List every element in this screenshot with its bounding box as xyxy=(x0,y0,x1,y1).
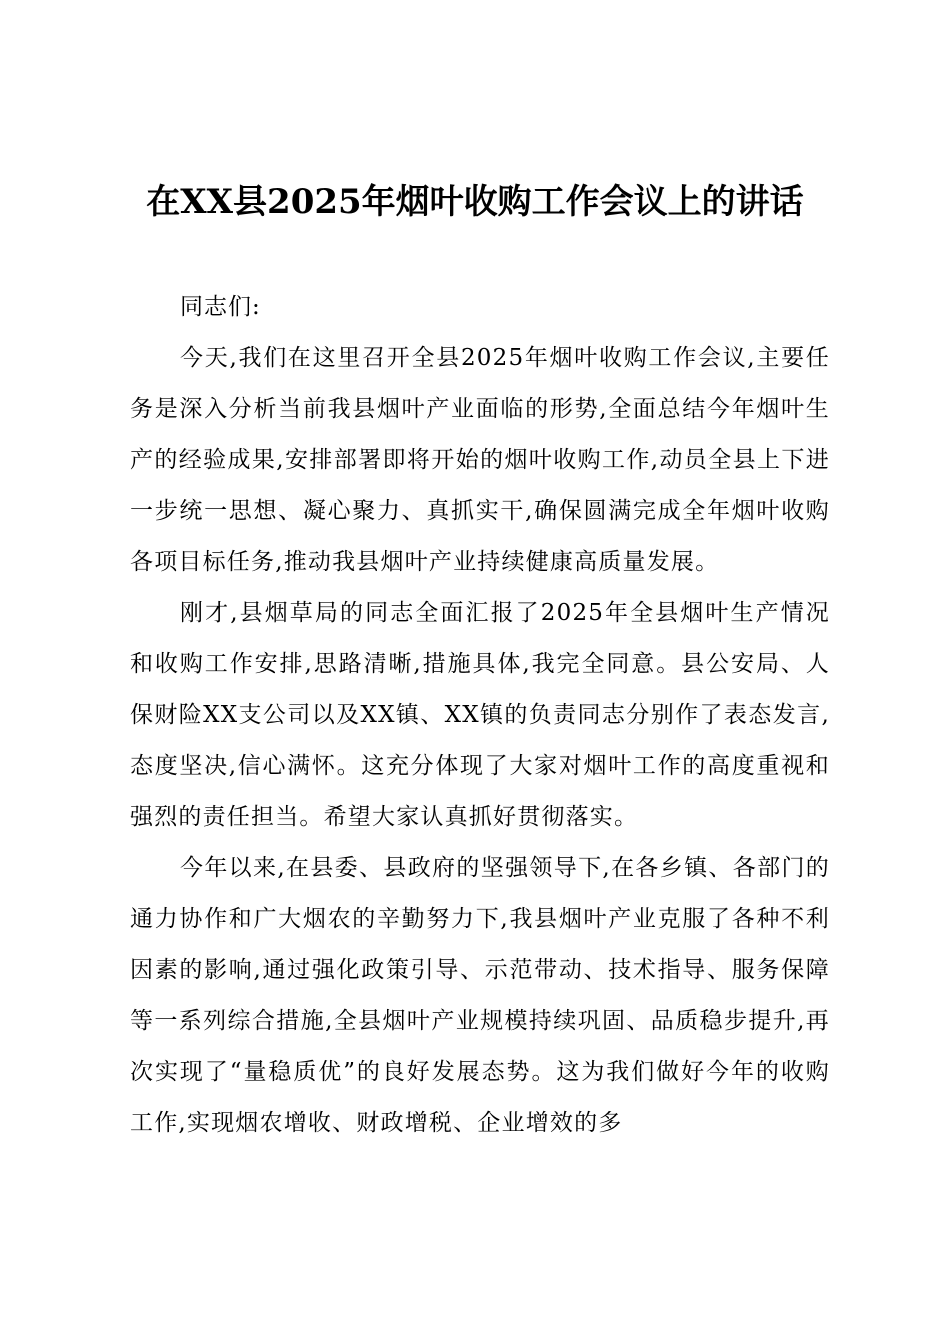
paragraph-reports: 刚才,县烟草局的同志全面汇报了2025年全县烟叶生产情况和收购工作安排,思路清晰,措施具体,我完全同意。县公安局、人保财险XX支公司以及XX镇、XX镇的负责同志分别作了表态发言,态度坚决,信心满怀。这充分体现了大家对烟叶工作的高度重视和强烈的责任担当。希望大家认真抓好贯彻落实。 xyxy=(130,600,830,830)
document-title: 在XX县2025年烟叶收购工作会议上的讲话 xyxy=(146,182,804,222)
salutation: 同志们: xyxy=(180,294,261,320)
paragraph-opening: 今天,我们在这里召开全县2025年烟叶收购工作会议,主要任务是深入分析当前我县烟叶产业面临的形势,全面总结今年烟叶生产的经验成果,安排部署即将开始的烟叶收购工作,动员全县上下进一步统一思想、凝心聚力、真抓实干,确保圆满完成全年烟叶收购各项目标任务,推动我县烟叶产业持续健康高质量发展。 xyxy=(130,345,830,575)
paragraph-achievements: 今年以来,在县委、县政府的坚强领导下,在各乡镇、各部门的通力协作和广大烟农的辛勤努力下,我县烟叶产业克服了各种不利因素的影响,通过强化政策引导、示范带动、技术指导、服务保障等一系列综合措施,全县烟叶产业规模持续巩固、品质稳步提升,再次实现了“量稳质优”的良好发展态势。这为我们做好今年的收购工作,实现烟农增收、财政增税、企业增效的多 xyxy=(130,855,830,1136)
document-body xyxy=(130,282,830,1149)
